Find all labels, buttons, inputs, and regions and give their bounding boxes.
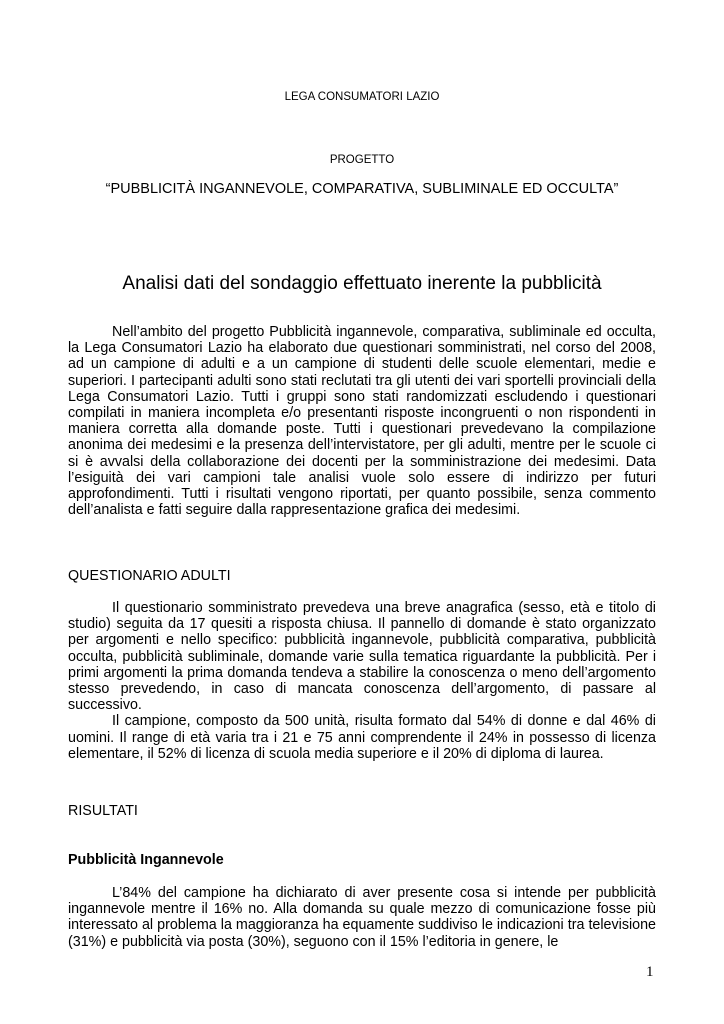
intro-paragraph-text: Nell’ambito del progetto Pubblicità ingannevole, comparativa, subliminale ed occulta, la Lega Consumatori Lazio ha elaborato due questionari somministrati, nel corso del 2008, ad un campione di adulti e a un campione di studenti delle scuole elementari, medie e superiori. I partecipanti adulti sono stati reclutati tra gli utenti dei vari sportelli provinciali della Lega Consumatori Lazio. Tutti i gruppi sono stati randomizzati escludendo i questionari compilati in maniera incompleta e/o presentanti risposte incongruenti o non rispondenti in maniera corretta alla domande poste. Tutti i questionari prevedevano la compilazione anonima dei medesimi e la presenza dell’intervistatore, per gli adulti, mentre per le scuole ci si è avvalsi della collaborazione dei docenti per la somministrazione dei medesimi. Data l’esiguità dei vari campioni tale analisi vuole solo essere di indirizzo per futuri approfondimenti. Tutti i risultati vengono riportati, per quanto possibile, senza commento dell’analista e fatti seguire dalla rappresentazione grafica dei medesimi. xyxy=(68,324,656,519)
organization-header: LEGA CONSUMATORI LAZIO xyxy=(284,91,440,103)
project-label: PROGETTO xyxy=(329,154,395,166)
project-title: “PUBBLICITÀ INGANNEVOLE, COMPARATIVA, SUBLIMINALE ED OCCULTA” xyxy=(105,181,619,197)
section-heading-adulti: QUESTIONARIO ADULTI xyxy=(68,568,231,584)
section-heading-risultati: RISULTATI xyxy=(68,803,138,819)
subsection-heading-pubblicita-ingannevole: Pubblicità Ingannevole xyxy=(68,852,224,868)
risultati-paragraph-text: L’84% del campione ha dichiarato di aver presente cosa si intende per pubblicità ingannevole mentre il 16% no. Alla domanda su quale mezzo di comunicazione fosse più interessato al problema la maggioranza ha equamente suddiviso le indicazioni tra televisione (31%) e pubblicità via posta (30%), seguono con il 15% l’editoria in genere, le xyxy=(68,885,656,950)
adulti-paragraph-1-text: Il questionario somministrato prevedeva una breve anagrafica (sesso, età e titolo di studio) seguita da 17 quesiti a risposta chiusa. Il pannello di domande è stato organizzato per argomenti e nello specifico: pubblicità ingannevole, pubblicità comparativa, pubblicità occulta, pubblicità subliminale, domande varie sulla tematica riguardante la pubblicità. Per i primi argomenti la prima domanda tendeva a stabilire la conoscenza o meno dell’argomento stesso prevedendo, in caso di mancata conoscenza dell’argomento, di passare al successivo. xyxy=(68,600,656,714)
adulti-paragraph-2 xyxy=(68,713,656,762)
intro-paragraph xyxy=(68,324,656,518)
adulti-paragraph-1 xyxy=(68,600,656,713)
risultati-paragraph xyxy=(68,885,656,950)
adulti-section-body xyxy=(68,600,656,762)
page-number: 1 xyxy=(646,964,654,980)
adulti-paragraph-2-text: Il campione, composto da 500 unità, risulta formato dal 54% di donne e dal 46% di uomini. Il range di età varia tra i 21 e 75 anni comprendente il 24% in possesso di licenza elementare, il 52% di licenza di scuola media superiore e il 20% di diploma di laurea. xyxy=(68,713,656,762)
document-title: Analisi dati del sondaggio effettuato inerente la pubblicità xyxy=(122,273,602,294)
